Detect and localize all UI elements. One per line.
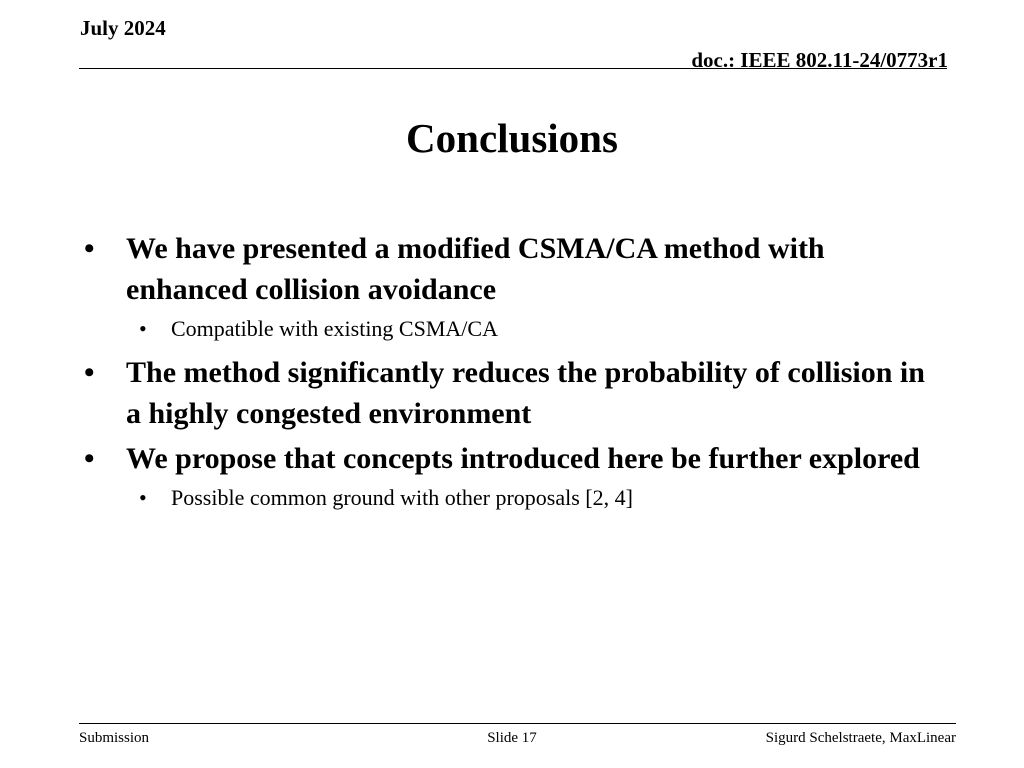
slide-content [84,228,944,521]
slide-title: Conclusions [406,115,618,161]
header-date: July 2024 [80,16,166,40]
header-divider [79,68,947,69]
bullet-item [84,438,944,479]
bullet-text: The method significantly reduces the probability of collision in a highly congested environment [126,356,925,430]
sub-bullet-item [84,314,944,344]
footer-divider [79,723,956,724]
bullet-item [84,228,944,310]
bullet-item [84,352,944,434]
footer-author: Sigurd Schelstraete, MaxLinear [765,730,956,746]
bullet-icon: • [139,316,147,341]
bullet-icon: • [84,232,95,265]
footer-submission: Submission [79,730,150,746]
bullet-icon: • [84,356,95,389]
sub-bullet-text: Compatible with existing CSMA/CA [171,316,498,341]
header-doc-id: doc.: IEEE 802.11-24/0773r1 [691,48,948,72]
bullet-icon: • [84,442,95,475]
sub-bullet-item [84,483,944,513]
bullet-icon: • [139,485,147,510]
bullet-text: We have presented a modified CSMA/CA method with enhanced collision avoidance [126,232,825,306]
bullet-text: We propose that concepts introduced here be further explored [126,442,920,475]
footer-slide-number: Slide 17 [487,730,537,746]
sub-bullet-text: Possible common ground with other proposals [2, 4] [171,485,633,510]
